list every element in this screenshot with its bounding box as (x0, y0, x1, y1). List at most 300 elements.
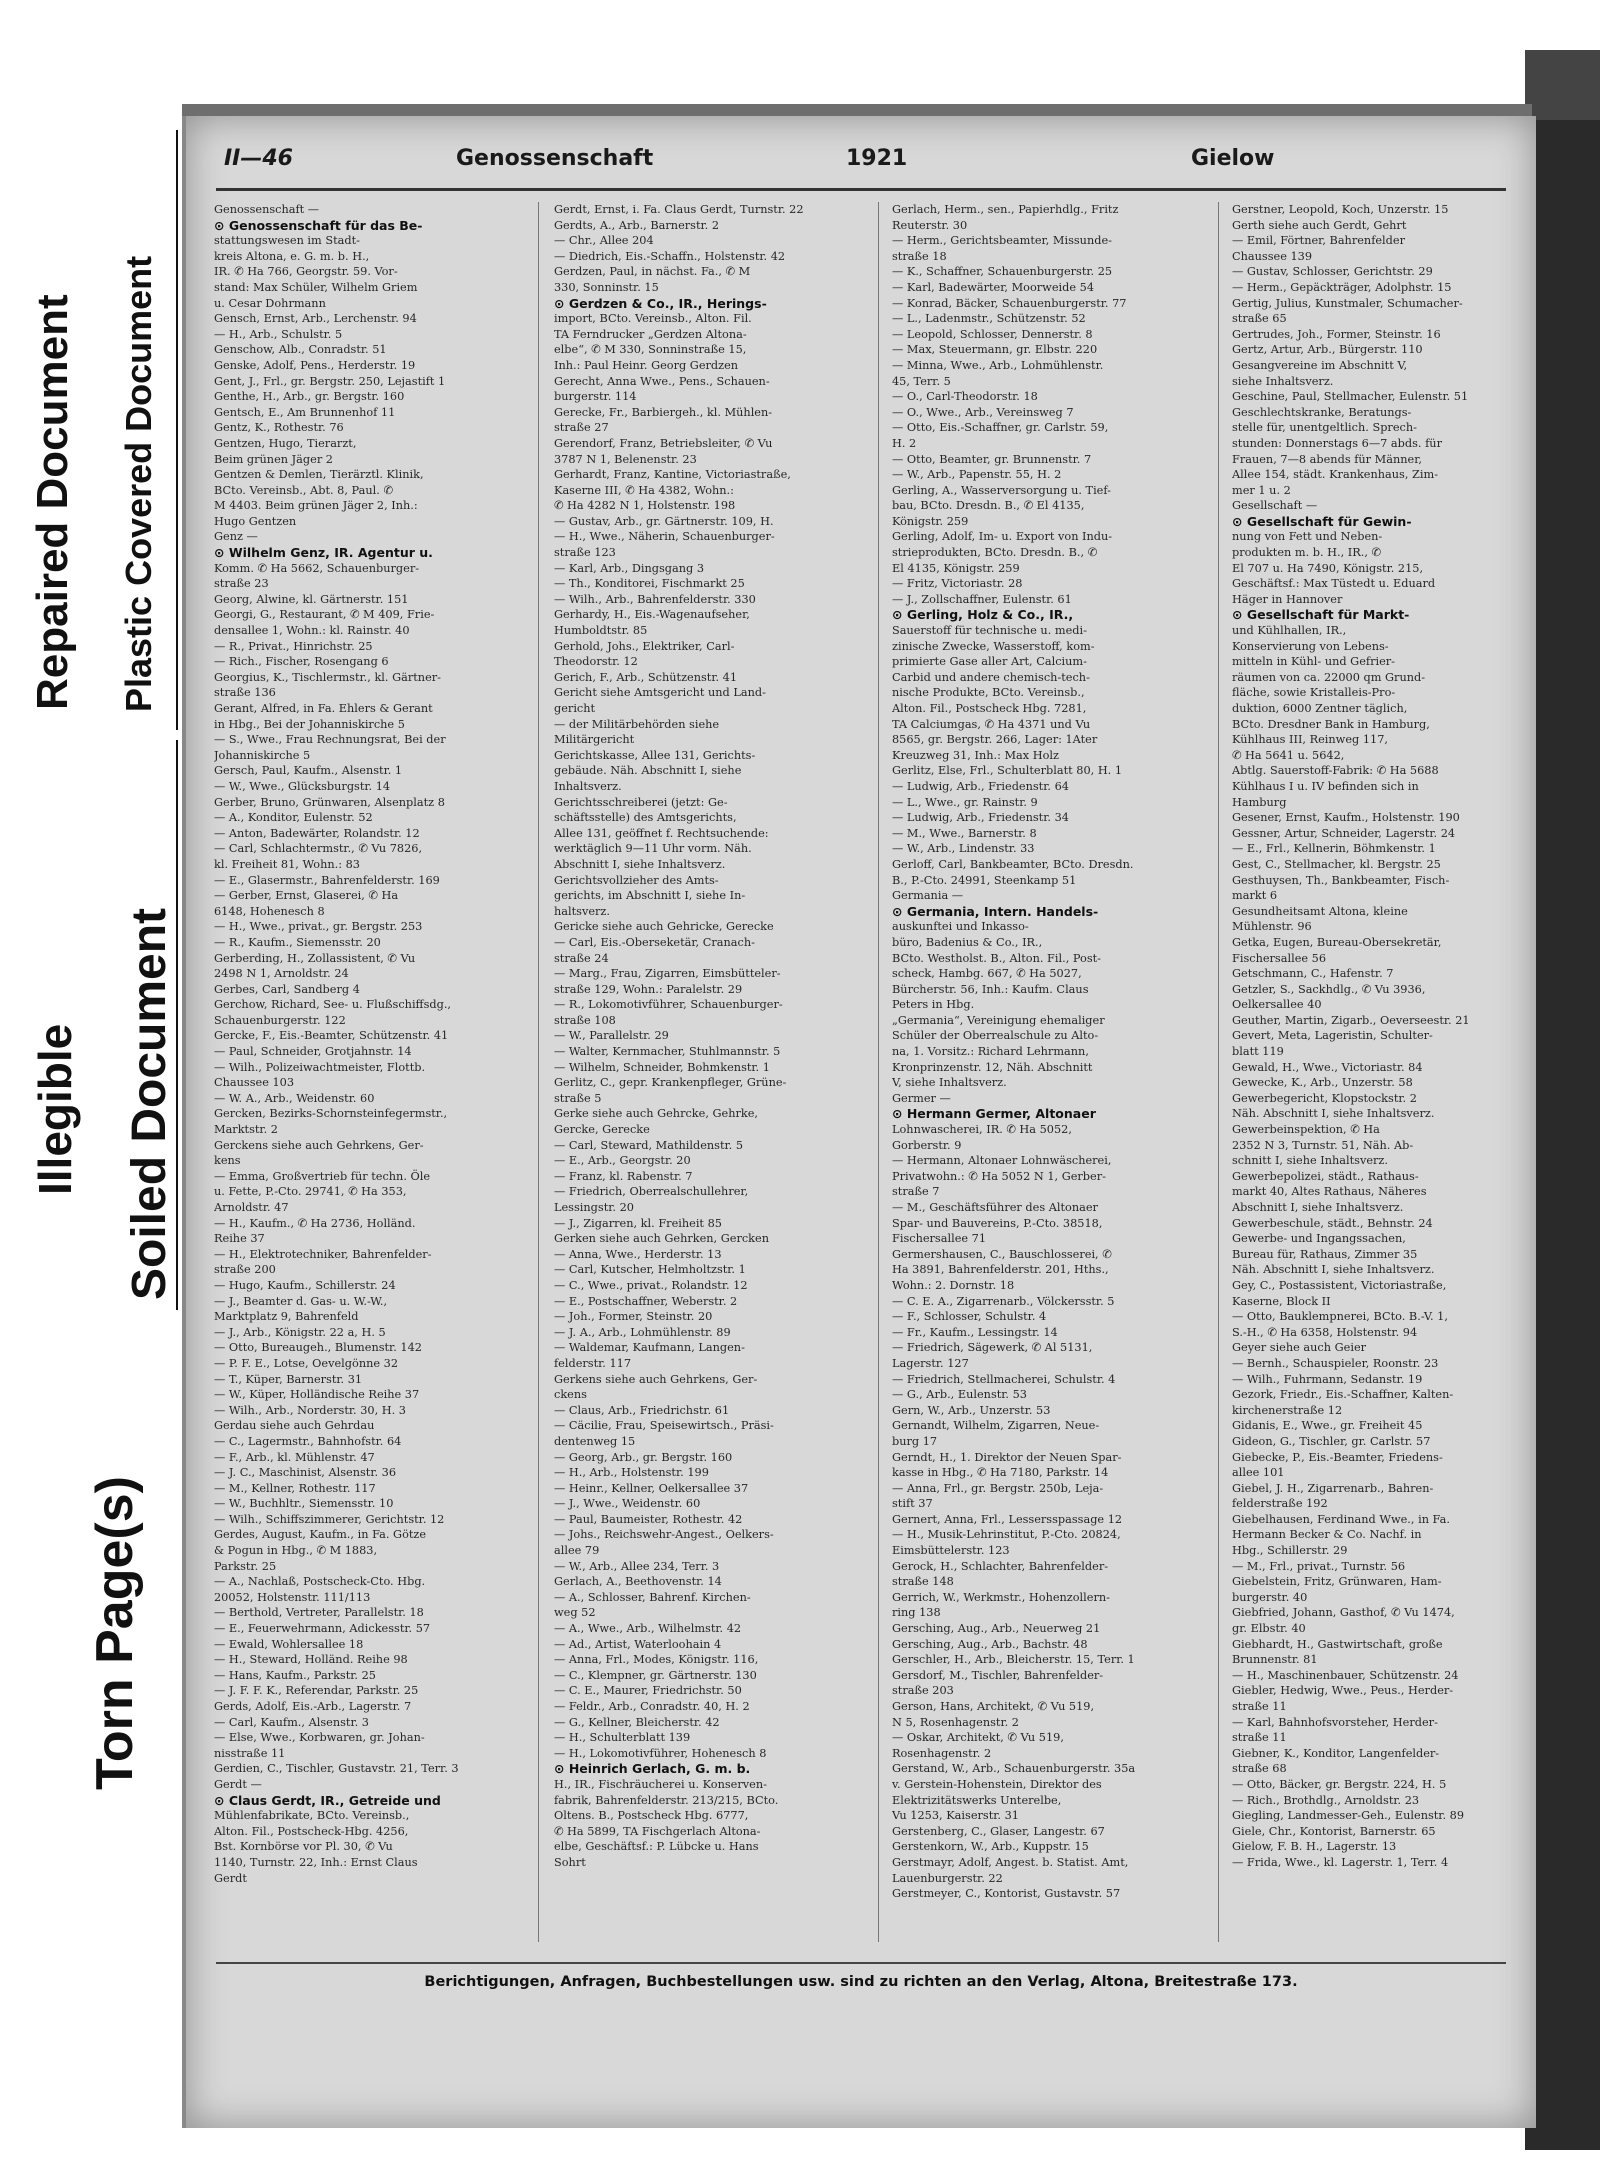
header-right-word: Gielow (1191, 146, 1275, 171)
directory-entry-line: Schauenburgerstr. 122 (214, 1013, 346, 1027)
directory-entry-line: Gerstand, W., Arb., Schauenburgerstr. 35a (892, 1762, 1136, 1776)
directory-entry-line: zinische Zwecke, Wasserstoff, kom- (892, 639, 1095, 653)
directory-entry-line: — Anna, Wwe., Herderstr. 13 (554, 1247, 722, 1261)
directory-entry-line: markt 6 (1232, 889, 1278, 903)
directory-entry-line: Elektrizitätswerks Unterelbe, (892, 1793, 1062, 1807)
directory-entry-line: Eimsbüttelerstr. 123 (892, 1544, 1010, 1558)
directory-entry-line: Gerhardy, H., Eis.-Wagenaufseher, (554, 608, 750, 622)
directory-entry-line: Gerock, H., Schlachter, Bahrenfelder- (892, 1559, 1109, 1573)
directory-entry-line: — Otto, Beamter, gr. Brunnenstr. 7 (892, 452, 1092, 466)
directory-entry-line: ✆ Ha 5641 u. 5642, (1232, 748, 1345, 762)
directory-entry-line: Gerber, Bruno, Grünwaren, Alsenplatz 8 (214, 795, 445, 809)
directory-entry-line: — A., Nachlaß, Postscheck-Cto. Hbg. (214, 1575, 426, 1589)
directory-entry-line: — Anton, Badewärter, Rolandstr. 12 (214, 826, 420, 840)
directory-entry-line: — Wilhelm, Schneider, Bohmkenstr. 1 (554, 1060, 770, 1074)
column-rule (538, 202, 539, 1942)
directory-entry-line: Gielow, F. B. H., Lagerstr. 13 (1232, 1840, 1397, 1854)
directory-entry-line: H. 2 (892, 436, 917, 450)
directory-entry-line: Gideon, G., Tischler, gr. Carlstr. 57 (1232, 1434, 1431, 1448)
directory-entry-line: Gewerbe- und Ingangssachen, (1232, 1232, 1406, 1246)
directory-entry-line: Reuterstr. 30 (892, 218, 968, 232)
directory-entry-line: — Minna, Wwe., Arb., Lohmühlenstr. (892, 358, 1104, 372)
directory-entry-line: 8565, gr. Bergstr. 266, Lager: 1Ater (892, 733, 1098, 747)
directory-entry-line: Gerke siehe auch Gehrcke, Gehrke, (554, 1107, 759, 1121)
directory-entry-line: El 707 u. Ha 7490, Königstr. 215, (1232, 561, 1424, 575)
directory-entry-line: — J., Beamter d. Gas- u. W.-W., (214, 1294, 388, 1308)
directory-entry-line: primierte Gase aller Art, Calcium- (892, 655, 1087, 669)
directory-entry-line: Mühlenfabrikate, BCto. Vereinsb., (214, 1809, 410, 1823)
directory-entry-line: kasse in Hbg., ✆ Ha 7180, Parkstr. 14 (892, 1466, 1109, 1480)
directory-entry-line: — W., Arb., Lindenstr. 33 (892, 842, 1035, 856)
directory-entry-line: Giebler, Hedwig, Wwe., Peus., Herder- (1232, 1684, 1454, 1698)
directory-entry-line: in Hbg., Bei der Johanniskirche 5 (214, 717, 405, 731)
directory-entry-line: — J. C., Maschinist, Alsenstr. 36 (214, 1466, 397, 1480)
directory-entry-line: Oelkersallee 40 (1232, 998, 1322, 1012)
directory-entry-line: — Franz, kl. Rabenstr. 7 (554, 1169, 693, 1183)
directory-entry-line: — E., Postschaffner, Weberstr. 2 (554, 1294, 738, 1308)
directory-entry-line: Privatwohn.: ✆ Ha 5052 N 1, Gerber- (892, 1169, 1106, 1183)
directory-entry-line: räumen von ca. 22000 qm Grund- (1232, 670, 1426, 684)
directory-entry-line: Gewerbegericht, Klopstockstr. 2 (1232, 1091, 1417, 1105)
directory-entry-line: Sohrt (554, 1855, 586, 1869)
directory-entry-line: — Herm., Gerichtsbeamter, Missunde- (892, 234, 1112, 248)
directory-entry-line: Marktstr. 2 (214, 1123, 278, 1137)
directory-entry-line: Gentzen, Hugo, Tierarzt, (214, 436, 357, 450)
directory-entry-line: strieprodukten, BCto. Dresdn. B., ✆ (892, 546, 1098, 560)
directory-entry-line: Gey, C., Postassistent, Victoriastraße, (1232, 1278, 1447, 1292)
directory-entry-line: Parkstr. 25 (214, 1559, 277, 1573)
directory-entry-line: straße 123 (554, 546, 616, 560)
directory-entry-line: Georg, Alwine, kl. Gärtnerstr. 151 (214, 592, 409, 606)
column-rule (878, 202, 879, 1942)
directory-entry-line: — Gustav, Schlosser, Gerichtstr. 29 (1232, 265, 1433, 279)
directory-entry-line: straße 5 (554, 1091, 602, 1105)
directory-entry-line: Gerdau siehe auch Gehrdau (214, 1419, 375, 1433)
directory-entry-line: Gerdt — (214, 1777, 262, 1791)
directory-entry-line: — C., Wwe., privat., Rolandstr. 12 (554, 1278, 748, 1292)
directory-entry-line: IR. ✆ Ha 766, Georgstr. 59. Vor- (214, 265, 398, 279)
directory-entry-line: Gerstenberg, C., Glaser, Langestr. 67 (892, 1824, 1105, 1838)
directory-column-4 (1232, 202, 1532, 1942)
directory-entry-line: Sauerstoff für technische u. medi- (892, 624, 1087, 638)
directory-entry-line: — Claus, Arb., Friedrichstr. 61 (554, 1403, 730, 1417)
directory-entry-line: mitteln in Kühl- und Gefrier- (1232, 655, 1395, 669)
directory-entry-line: Gerstmeyer, C., Kontorist, Gustavstr. 57 (892, 1887, 1121, 1901)
directory-entry-line: Hamburg (1232, 795, 1287, 809)
directory-entry-line: — H., Kaufm., ✆ Ha 2736, Holländ. (214, 1216, 416, 1230)
directory-entry-line: Gertig, Julius, Kunstmaler, Schumacher- (1232, 296, 1463, 310)
directory-column-2 (554, 202, 866, 1942)
directory-entry-line: straße 65 (1232, 312, 1287, 326)
header-year: 1921 (846, 146, 908, 171)
directory-entry-line: El 4135, Königstr. 259 (892, 561, 1020, 575)
directory-entry-line: Allee 154, städt. Krankenhaus, Zim- (1232, 468, 1439, 482)
directory-entry-line: Frauen, 7—8 abends für Männer, (1232, 452, 1422, 466)
directory-entry-line: — H., Steward, Holländ. Reihe 98 (214, 1653, 408, 1667)
directory-entry-line: Geuther, Martin, Zigarb., Oeverseestr. 21 (1232, 1013, 1470, 1027)
scan-background (1525, 50, 1600, 2150)
directory-entry-line: Bst. Kornbörse vor Pl. 30, ✆ Vu (214, 1840, 393, 1854)
directory-entry-line: Marktplatz 9, Bahrenfeld (214, 1310, 359, 1324)
directory-entry-line: — Otto, Eis.-Schaffner, gr. Carlstr. 59, (892, 421, 1109, 435)
directory-entry-line: Kreuzweg 31, Inh.: Max Holz (892, 748, 1059, 762)
directory-entry-line: — Friedrich, Oberrealschullehrer, (554, 1185, 749, 1199)
directory-entry-line: Gerkens siehe auch Gehrkens, Ger- (554, 1372, 758, 1386)
directory-entry-line: 20052, Holstenstr. 111/113 (214, 1590, 371, 1604)
directory-entry-line: — O., Carl-Theodorstr. 18 (892, 390, 1038, 404)
directory-entry-line: Näh. Abschnitt I, siehe Inhaltsverz. (1232, 1263, 1435, 1277)
directory-entry-line: Genossenschaft — (214, 203, 320, 216)
directory-entry-line: ⊙ Heinrich Gerlach, G. m. b. (554, 1761, 751, 1777)
directory-entry-line: Lauenburgerstr. 22 (892, 1871, 1003, 1885)
directory-entry-line: Lagerstr. 127 (892, 1356, 969, 1370)
directory-entry-line: nung von Fett und Neben- (1232, 530, 1383, 544)
directory-entry-line: Gerich, F., Arb., Schützenstr. 41 (554, 670, 738, 684)
directory-entry-line: 2352 N 3, Turnstr. 51, Näh. Ab- (1232, 1138, 1414, 1152)
directory-entry-line: 6148, Hohenesch 8 (214, 904, 325, 918)
directory-entry-line: BCto. Vereinsb., Abt. 8, Paul. ✆ (214, 483, 393, 497)
directory-entry-line: Gerlach, Herm., sen., Papierhdlg., Fritz (892, 203, 1119, 216)
directory-entry-line: — H., Lokomotivführer, Hohenesch 8 (554, 1746, 767, 1760)
directory-entry-line: — Carl, Schlachtermstr., ✆ Vu 7826, (214, 842, 423, 856)
directory-entry-line: — Cäcilie, Frau, Speisewirtsch., Präsi- (554, 1419, 774, 1433)
directory-entry-line: Gerstmayr, Adolf, Angest. b. Statist. Amt, (892, 1855, 1129, 1869)
directory-entry-line: — K., Schaffner, Schauenburgerstr. 25 (892, 265, 1113, 279)
directory-entry-line: Hugo Gentzen (214, 514, 297, 528)
directory-entry-line: Gevert, Meta, Lageristin, Schulter- (1232, 1029, 1433, 1043)
directory-entry-line: burg 17 (892, 1434, 938, 1448)
directory-entry-line: Gesellschaft — (1232, 499, 1318, 513)
directory-entry-line: Gerdts, A., Arb., Barnerstr. 2 (554, 218, 720, 232)
directory-entry-line: Gerecht, Anna Wwe., Pens., Schauen- (554, 374, 770, 388)
directory-entry-line: — Berthold, Vertreter, Parallelstr. 18 (214, 1606, 424, 1620)
directory-entry-line: Gercken, Bezirks-Schornsteinfegermstr., (214, 1107, 448, 1121)
directory-entry-line: Gerchow, Richard, See- u. Flußschiffsdg., (214, 998, 452, 1012)
directory-entry-line: Kaserne III, ✆ Ha 4382, Wohn.: (554, 483, 734, 497)
directory-entry-line: stift 37 (892, 1497, 933, 1511)
directory-entry-line: schnitt I, siehe Inhaltsverz. (1232, 1154, 1388, 1168)
directory-entry-line: — Paul, Baumeister, Rothestr. 42 (554, 1512, 743, 1526)
directory-entry-line: — M., Wwe., Barnerstr. 8 (892, 826, 1037, 840)
directory-entry-line: ⊙ Claus Gerdt, IR., Getreide und (214, 1792, 441, 1808)
directory-entry-line: ✆ Ha 5899, TA Fischgerlach Altona- (554, 1824, 761, 1838)
directory-entry-line: — Ludwig, Arb., Friedenstr. 64 (892, 779, 1069, 793)
directory-entry-line: — J., Zigarren, kl. Freiheit 85 (554, 1216, 722, 1230)
directory-entry-line: ring 138 (892, 1606, 941, 1620)
directory-entry-line: Kronprinzenstr. 12, Näh. Abschnitt (892, 1060, 1093, 1074)
directory-entry-line: Bürcherstr. 56, Inh.: Kaufm. Claus (892, 982, 1089, 996)
directory-entry-line: 45, Terr. 5 (892, 374, 951, 388)
directory-entry-line: 1140, Turnstr. 22, Inh.: Ernst Claus (214, 1855, 418, 1869)
directory-entry-line: burgerstr. 114 (554, 390, 637, 404)
directory-entry-line: Carbid und andere chemisch-tech- (892, 670, 1090, 684)
directory-entry-line: TA Ferndrucker „Gerdzen Altona- (554, 327, 747, 341)
directory-entry-line: Gernandt, Wilhelm, Zigarren, Neue- (892, 1419, 1100, 1433)
directory-entry-line: Geyer siehe auch Geier (1232, 1341, 1367, 1355)
label-repaired-document: Repaired Document (28, 294, 77, 710)
directory-entry-line: — Else, Wwe., Korbwaren, gr. Johan- (214, 1731, 425, 1745)
directory-entry-line: — F., Arb., kl. Mühlenstr. 47 (214, 1450, 375, 1464)
directory-entry-line: Gewerbeschule, städt., Behnstr. 24 (1232, 1216, 1433, 1230)
directory-entry-line: Gerds, Adolf, Eis.-Arb., Lagerstr. 7 (214, 1700, 412, 1713)
directory-entry-line: Gertz, Artur, Arb., Bürgerstr. 110 (1232, 343, 1423, 357)
directory-entry-line: — Carl, Kutscher, Helmholtzstr. 1 (554, 1263, 746, 1277)
directory-entry-line: — Wilh., Arb., Norderstr. 30, H. 3 (214, 1403, 406, 1417)
directory-entry-line: — Georg, Arb., gr. Bergstr. 160 (554, 1450, 733, 1464)
directory-entry-line: Gerling, Adolf, Im- u. Export von Indu- (892, 530, 1113, 544)
directory-entry-line: — Otto, Bauklempnerei, BCto. B.-V. 1, (1232, 1310, 1448, 1324)
directory-entry-line: — O., Wwe., Arb., Vereinsweg 7 (892, 405, 1074, 419)
directory-entry-line: Geschine, Paul, Stellmacher, Eulenstr. 51 (1232, 390, 1469, 404)
directory-entry-line: Gewald, H., Wwe., Victoriastr. 84 (1232, 1060, 1423, 1074)
directory-entry-line: Theodorstr. 12 (554, 655, 638, 669)
directory-entry-line: Chaussee 139 (1232, 249, 1313, 263)
directory-entry-line: Genske, Adolf, Pens., Herderstr. 19 (214, 358, 416, 372)
directory-entry-line: u. Fette, P.-Cto. 29741, ✆ Ha 353, (214, 1185, 407, 1199)
directory-entry-line: — Hermann, Altonaer Lohnwäscherei, (892, 1154, 1112, 1168)
directory-entry-line: M 4403. Beim grünen Jäger 2, Inh.: (214, 499, 418, 513)
directory-entry-line: Gerant, Alfred, in Fa. Ehlers & Gerant (214, 702, 433, 715)
directory-entry-line: Gest, C., Stellmacher, kl. Bergstr. 25 (1232, 857, 1441, 871)
directory-entry-line: — M., Geschäftsführer des Altonaer (892, 1201, 1098, 1214)
directory-entry-line: fabrik, Bahrenfelderstr. 213/215, BCto. (554, 1793, 779, 1807)
directory-entry-line: 2498 N 1, Arnoldstr. 24 (214, 967, 349, 981)
directory-entry-line: — Walter, Kernmacher, Stuhlmannstr. 5 (554, 1045, 781, 1059)
directory-entry-line: V, siehe Inhaltsverz. (892, 1076, 1007, 1090)
directory-entry-line: — Bernh., Schauspieler, Roonstr. 23 (1232, 1356, 1439, 1370)
page-header (186, 146, 1536, 186)
scan-background (1525, 50, 1600, 120)
directory-entry-line: Gerecke, Fr., Barbiergeh., kl. Mühlen- (554, 405, 773, 419)
directory-entry-line: Hbg., Schillerstr. 29 (1232, 1544, 1348, 1558)
directory-entry-line: büro, Badenius & Co., IR., (892, 935, 1043, 949)
directory-entry-line: — Oskar, Architekt, ✆ Vu 519, (892, 1731, 1064, 1745)
directory-entry-line: Gerichtsvollzieher des Amts- (554, 873, 719, 887)
directory-entry-line: Gewerbeinspektion, ✆ Ha (1232, 1123, 1380, 1137)
directory-entry-line: — J., Zollschaffner, Eulenstr. 61 (892, 592, 1072, 606)
header-left-word: Genossenschaft (456, 146, 654, 171)
directory-entry-line: Bureau für, Rathaus, Zimmer 35 (1232, 1247, 1418, 1261)
directory-entry-line: TA Calciumgas, ✆ Ha 4371 und Vu (892, 717, 1091, 731)
directory-entry-line: Gesener, Ernst, Kaufm., Holstenstr. 190 (1232, 811, 1460, 825)
page-edge (182, 104, 1532, 116)
label-plastic-covered-document: Plastic Covered Document (118, 255, 159, 712)
directory-entry-line: — H., Arb., Schulstr. 5 (214, 327, 343, 341)
directory-entry-line: ⊙ Gerling, Holz & Co., IR., (892, 607, 1074, 623)
directory-entry-line: Gesthuysen, Th., Bankbeamter, Fisch- (1232, 873, 1450, 887)
directory-entry-line: 3787 N 1, Belenenstr. 23 (554, 452, 697, 466)
directory-entry-line: — Carl, Kaufm., Alsenstr. 3 (214, 1715, 369, 1729)
directory-entry-line: — Gustav, Arb., gr. Gärtnerstr. 109, H. (554, 514, 774, 528)
directory-entry-line: nische Produkte, BCto. Vereinsb., (892, 686, 1085, 700)
directory-entry-line: Giele, Chr., Kontorist, Barnerstr. 65 (1232, 1824, 1436, 1838)
directory-entry-line: ⊙ Gesellschaft für Gewin- (1232, 513, 1412, 529)
directory-entry-line: Gersch, Paul, Kaufm., Alsenstr. 1 (214, 764, 403, 778)
directory-entry-line: Gericke siehe auch Gehricke, Gerecke (554, 920, 774, 934)
directory-entry-line: Giebfried, Johann, Gasthof, ✆ Vu 1474, (1232, 1606, 1455, 1620)
directory-entry-line: Genthe, H., Arb., gr. Bergstr. 160 (214, 390, 405, 404)
directory-entry-line: Gesundheitsamt Altona, kleine (1232, 904, 1408, 918)
directory-entry-line: Gerth siehe auch Gerdt, Gehrt (1232, 218, 1407, 232)
directory-entry-line: — R., Lokomotivführer, Schauenburger- (554, 998, 783, 1012)
directory-entry-line: blatt 119 (1232, 1045, 1284, 1059)
directory-entry-line: B., P.-Cto. 24991, Steenkamp 51 (892, 873, 1077, 887)
directory-entry-line: — C., Klempner, gr. Gärtnerstr. 130 (554, 1668, 757, 1682)
directory-entry-line: Gerdes, August, Kaufm., in Fa. Götze (214, 1528, 427, 1542)
directory-entry-line: — Th., Konditorei, Fischmarkt 25 (554, 577, 745, 591)
directory-entry-line: fläche, sowie Kristalleis-Pro- (1232, 686, 1396, 700)
directory-entry-line: Inh.: Paul Heinr. Georg Gerdzen (554, 358, 739, 372)
directory-entry-line: Allee 131, geöffnet f. Rechtsuchende: (554, 826, 769, 840)
directory-entry-line: — M., Frl., privat., Turnstr. 56 (1232, 1559, 1406, 1573)
directory-entry-line: Gercke, Gerecke (554, 1123, 650, 1137)
directory-entry-line: Gentsch, E., Am Brunnenhof 11 (214, 405, 396, 419)
directory-entry-line: Gerlitz, C., gepr. Krankenpfleger, Grüne- (554, 1076, 787, 1090)
directory-entry-line: — J. F. F. K., Referendar, Parkstr. 25 (214, 1684, 419, 1698)
directory-entry-line: Gerson, Hans, Architekt, ✆ Vu 519, (892, 1700, 1095, 1713)
directory-entry-line: Gerberding, H., Zollassistent, ✆ Vu (214, 951, 416, 965)
directory-entry-line: Fischersallee 71 (892, 1232, 987, 1246)
directory-entry-line: Vu 1253, Kaiserstr. 31 (892, 1809, 1019, 1823)
directory-entry-line: kl. Freiheit 81, Wohn.: 83 (214, 857, 360, 871)
directory-entry-line: — M., Kellner, Rothestr. 117 (214, 1481, 376, 1495)
directory-entry-line: Giebhardt, H., Gastwirtschaft, große (1232, 1637, 1443, 1651)
directory-entry-line: — W., Küper, Holländische Reihe 37 (214, 1388, 420, 1402)
directory-entry-line: — Ad., Artist, Waterloohain 4 (554, 1637, 722, 1651)
directory-entry-line: Kühlhaus I u. IV befinden sich in (1232, 779, 1419, 793)
directory-entry-line: — W., Wwe., Glücksburgstr. 14 (214, 779, 391, 793)
directory-entry-line: — H., Maschinenbauer, Schützenstr. 24 (1232, 1668, 1459, 1682)
directory-entry-line: — W. A., Arb., Weidenstr. 60 (214, 1091, 375, 1105)
directory-entry-line: Gern, W., Arb., Unzerstr. 53 (892, 1403, 1051, 1417)
directory-entry-line: Schüler der Oberrealschule zu Alto- (892, 1029, 1099, 1043)
directory-entry-line: Germer — (892, 1091, 951, 1105)
directory-entry-line: nisstraße 11 (214, 1746, 286, 1760)
directory-entry-line: straße 203 (892, 1684, 954, 1698)
directory-entry-line: stunden: Donnerstags 6—7 abds. für (1232, 436, 1442, 450)
directory-entry-line: — Joh., Former, Steinstr. 20 (554, 1310, 713, 1324)
directory-entry-line: H., IR., Fischräucherei u. Konserven- (554, 1777, 767, 1791)
directory-entry-line: felderstraße 192 (1232, 1497, 1328, 1511)
directory-entry-line: Gent, J., Frl., gr. Bergstr. 250, Lejastift 1 (214, 374, 446, 388)
directory-entry-line: S.-H., ✆ Ha 6358, Holstenstr. 94 (1232, 1325, 1418, 1339)
directory-entry-line: Gerichtsschreiberei (jetzt: Ge- (554, 795, 728, 809)
directory-entry-line: Giebel, J. H., Zigarrenarb., Bahren- (1232, 1481, 1434, 1495)
directory-entry-line: Gertrudes, Joh., Former, Steinstr. 16 (1232, 327, 1441, 341)
directory-entry-line: Ha 3891, Bahrenfelderstr. 201, Hths., (892, 1263, 1109, 1277)
directory-entry-line: Gerlitz, Else, Frl., Schulterblatt 80, H. 1 (892, 764, 1123, 778)
directory-entry-line: haltsverz. (554, 904, 610, 918)
directory-entry-line: scheck, Hambg. 667, ✆ Ha 5027, (892, 967, 1082, 981)
directory-entry-line: straße 24 (554, 951, 609, 965)
directory-entry-line: — H., Wwe., Näherin, Schauenburger- (554, 530, 775, 544)
directory-entry-line: weg 52 (554, 1606, 596, 1620)
directory-entry-line: Gewerbepolizei, städt., Rathaus- (1232, 1169, 1419, 1183)
page-footer: Berichtigungen, Anfragen, Buchbestellungen usw. sind zu richten an den Verlag, Altona, Breitestraße 173. (424, 1974, 1298, 1990)
directory-entry-line: Gerling, A., Wasserversorgung u. Tief- (892, 483, 1111, 497)
directory-entry-line: straße 68 (1232, 1762, 1287, 1776)
directory-entry-line: Gerichtskasse, Allee 131, Gerichts- (554, 748, 756, 762)
directory-entry-line: auskunftei und Inkasso- (892, 920, 1029, 934)
footer-rule (216, 1962, 1506, 1964)
directory-entry-line: Gerrich, W., Werkmstr., Hohenzollern- (892, 1590, 1110, 1604)
directory-entry-line: — Fr., Kaufm., Lessingstr. 14 (892, 1325, 1058, 1339)
directory-entry-line: kens (214, 1154, 241, 1168)
directory-entry-line: — Diedrich, Eis.-Schaffn., Holstenstr. 42 (554, 249, 786, 263)
directory-entry-line: straße 11 (1232, 1700, 1287, 1713)
header-rule (216, 188, 1506, 191)
directory-entry-line: produkten m. b. H., IR., ✆ (1232, 546, 1382, 560)
directory-entry-line: ⊙ Genossenschaft für das Be- (214, 217, 423, 233)
directory-entry-line: — Hans, Kaufm., Parkstr. 25 (214, 1668, 376, 1682)
page-number: II—46 (224, 146, 293, 171)
directory-entry-line: Gerstenkorn, W., Arb., Kuppstr. 15 (892, 1840, 1089, 1854)
label-torn-pages: Torn Page(s) (86, 1476, 144, 1790)
directory-entry-line: Beim grünen Jäger 2 (214, 452, 333, 466)
directory-entry-line: — H., Schulterblatt 139 (554, 1731, 691, 1745)
directory-entry-line: Gercke, F., Eis.-Beamter, Schützenstr. 41 (214, 1029, 449, 1043)
directory-entry-line: — G., Kellner, Bleicherstr. 42 (554, 1715, 720, 1729)
directory-entry-line: schäftsstelle) des Amtsgerichts, (554, 811, 737, 825)
directory-entry-line: — Karl, Badewärter, Moorweide 54 (892, 280, 1095, 294)
directory-entry-line: — Karl, Arb., Dingsgang 3 (554, 561, 705, 575)
directory-entry-line: elbe“, ✆ M 330, Sonninstraße 15, (554, 343, 747, 357)
directory-entry-line: Lohnwascherei, IR. ✆ Ha 5052, (892, 1123, 1072, 1137)
directory-entry-line: — C. E., Maurer, Friedrichstr. 50 (554, 1684, 742, 1698)
directory-entry-line: — Marg., Frau, Zigarren, Eimsbütteler- (554, 967, 781, 981)
directory-entry-line: — Leopold, Schlosser, Dennerstr. 8 (892, 327, 1093, 341)
directory-entry-line: — J., Arb., Königstr. 22 a, H. 5 (214, 1325, 386, 1339)
directory-entry-line: Gerstner, Leopold, Koch, Unzerstr. 15 (1232, 203, 1449, 216)
directory-entry-line: Genschow, Alb., Conradstr. 51 (214, 343, 387, 357)
directory-entry-line: Gersching, Aug., Arb., Bachstr. 48 (892, 1637, 1088, 1651)
directory-entry-line: Kaserne, Block II (1232, 1294, 1331, 1308)
directory-entry-line: straße 7 (892, 1185, 940, 1199)
directory-entry-line: N 5, Rosenhagenstr. 2 (892, 1715, 1019, 1729)
directory-entry-line: Abtlg. Sauerstoff-Fabrik: ✆ Ha 5688 (1232, 764, 1439, 778)
directory-entry-line: Gersdorf, M., Tischler, Bahrenfelder- (892, 1668, 1104, 1682)
directory-entry-line: — Wilh., Polizeiwachtmeister, Flottb. (214, 1060, 426, 1074)
directory-entry-line: — A., Konditor, Eulenstr. 52 (214, 811, 373, 825)
directory-entry-line: ⊙ Gesellschaft für Markt- (1232, 607, 1410, 623)
directory-entry-line: Gentz, K., Rothestr. 76 (214, 421, 344, 435)
label-illegible: Illegible (29, 1023, 81, 1195)
directory-entry-line: Gerhold, Johs., Elektriker, Carl- (554, 639, 735, 653)
directory-entry-line: Giebelhausen, Ferdinand Wwe., in Fa. (1232, 1512, 1450, 1526)
directory-entry-line: — E., Frl., Kellnerin, Böhmkenstr. 1 (1232, 842, 1436, 856)
directory-entry-line: Militärgericht (554, 733, 635, 747)
label-soiled-document: Soiled Document (123, 907, 176, 1300)
directory-entry-line: Gerdzen, Paul, in nächst. Fa., ✆ M (554, 265, 751, 279)
directory-entry-line: — Carl, Eis.-Oberseketär, Cranach- (554, 935, 755, 949)
directory-entry-line: gericht (554, 702, 596, 715)
directory-entry-line: straße 18 (892, 249, 947, 263)
directory-entry-line: — Hugo, Kaufm., Schillerstr. 24 (214, 1278, 396, 1292)
directory-entry-line: Gerdien, C., Tischler, Gustavstr. 21, Terr. 3 (214, 1762, 459, 1776)
directory-entry-line: Rosenhagenstr. 2 (892, 1746, 992, 1760)
directory-entry-line: — W., Buchhltr., Siemensstr. 10 (214, 1497, 394, 1511)
directory-entry-line: Alton. Fil., Postscheck Hbg. 7281, (892, 702, 1087, 715)
directory-column-1 (214, 202, 526, 1942)
directory-entry-line: — Max, Steuermann, gr. Elbstr. 220 (892, 343, 1098, 357)
directory-entry-line: Gerdt (214, 1871, 247, 1885)
directory-entry-line: — L., Ladenmstr., Schützenstr. 52 (892, 312, 1086, 326)
directory-entry-line: — Friedrich, Sägewerk, ✆ Al 5131, (892, 1341, 1093, 1355)
label-divider (176, 740, 178, 1310)
directory-entry-line: Abschnitt I, siehe Inhaltsverz. (1232, 1201, 1404, 1214)
directory-entry-line: — G., Arb., Eulenstr. 53 (892, 1388, 1027, 1402)
directory-entry-line: Germershausen, C., Bauschlosserei, ✆ (892, 1247, 1112, 1261)
